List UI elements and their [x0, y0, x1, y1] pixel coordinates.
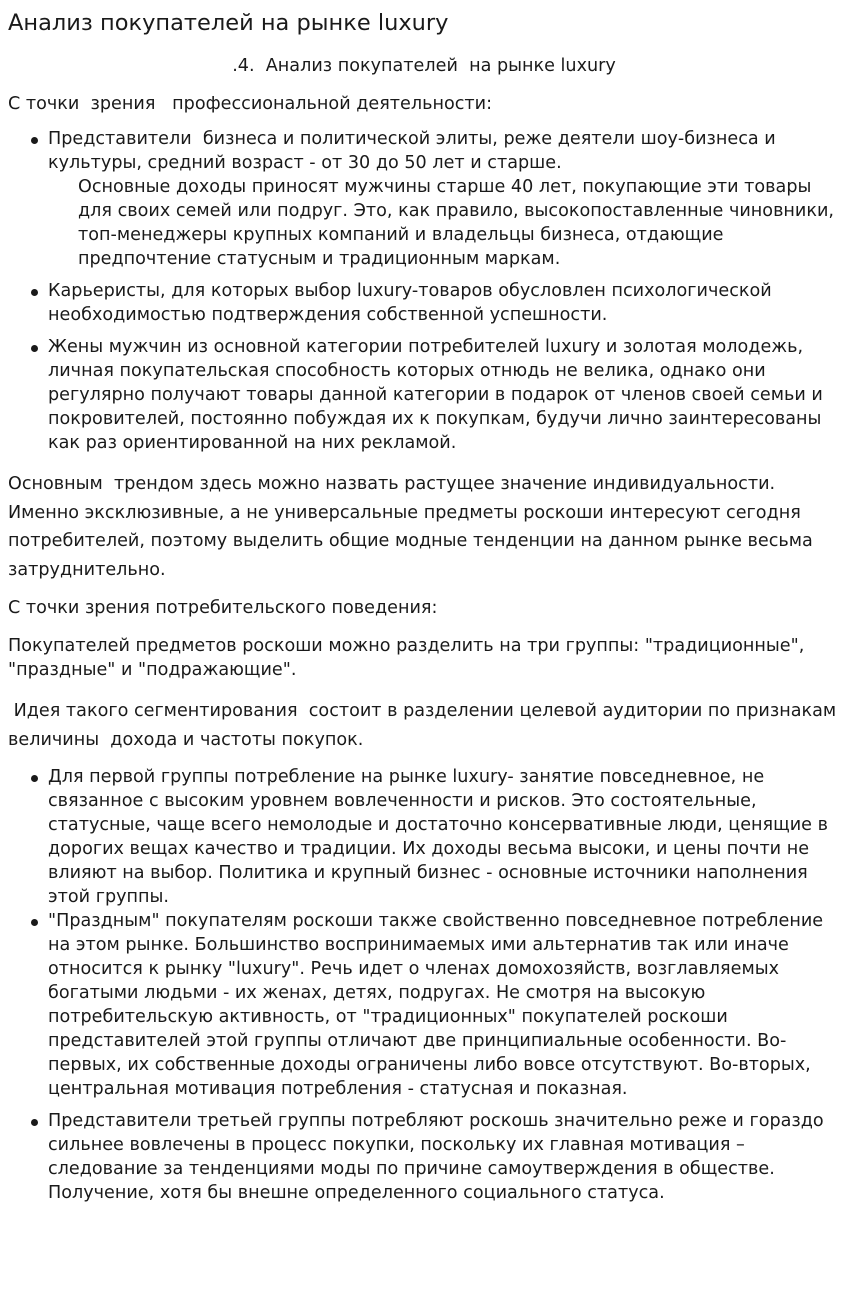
list-item: [48, 127, 840, 271]
intro-professional: С точки зрения профессиональной деятельности:: [8, 94, 493, 114]
page-title: Анализ покупателей на рынке luxury: [8, 10, 449, 36]
segmentation-paragraph: Идея такого сегментирования состоит в разделении целевой аудитории по признакам величины дохода и частоты покупок.: [8, 701, 842, 750]
trend-paragraph: Основным трендом здесь можно назвать растущее значение индивидуальности. Именно эксклюзивные, а не универсальные предметы роскоши интересуют сегодня потребителей, поэтому выделить общие модные тенденции на данном рынке весьма затруднительно.: [8, 474, 819, 580]
list-item-continuation: Основные доходы приносят мужчины старше 40 лет, покупающие эти товары для своих семей или подруг. Это, как правило, высокопоставленные чиновники, топ-менеджеры крупных компаний и владельцы бизнеса, отдающие предпочтение статусным и традиционным маркам.: [78, 177, 840, 269]
document-page: [8, 0, 840, 1205]
groups-paragraph: Покупателей предметов роскоши можно разделить на три группы: "традиционные", "праздные" и "подражающие".: [8, 636, 810, 680]
list-item: Для первой группы потребление на рынке luxury- занятие повседневное, не связанное с высоким уровнем вовлеченности и рисков. Это состоятельные, статусные, чаще всего немолодые и достаточно консервативные люди, ценящие в дорогих вещах качество и традиции. Их доходы весьма высоки, и цены почти не влияют на выбор. Политика и крупный бизнес - основные источники наполнения этой группы.: [48, 765, 840, 909]
consumer-groups-list: [8, 765, 840, 1205]
professional-list: [8, 127, 840, 455]
section-heading: .4. Анализ покупателей на рынке luxury: [232, 56, 616, 76]
list-item: Карьеристы, для которых выбор luxury-товаров обусловлен психологической необходимостью подтверждения собственной успешности.: [48, 279, 840, 327]
intro-consumer: С точки зрения потребительского поведения:: [8, 598, 438, 618]
list-item-text: Представители бизнеса и политической элиты, реже деятели шоу-бизнеса и культуры, средний возраст - от 30 до 50 лет и старше.: [48, 129, 782, 173]
list-item: Жены мужчин из основной категории потребителей luxury и золотая молодежь, личная покупательская способность которых отнюдь не велика, однако они регулярно получают товары данной категории в подарок от членов своей семьи и покровителей, постоянно побуждая их к покупкам, будучи лично заинтересованы как раз ориентированной на них рекламой.: [48, 335, 840, 455]
list-item: Представители третьей группы потребляют роскошь значительно реже и гораздо сильнее вовлечены в процесс покупки, поскольку их главная мотивация – следование за тенденциями моды по причине самоутверждения в обществе. Получение, хотя бы внешне определенного социального статуса.: [48, 1109, 840, 1205]
list-item: "Праздным" покупателям роскоши также свойственно повседневное потребление на этом рынке. Большинство воспринимаемых ими альтернатив так или иначе относится к рынку "luxury". Речь идет о членах домохозяйств, возглавляемых богатыми людьми - их женах, детях, подругах. Не смотря на высокую потребительскую активность, от "традиционных" покупателей роскоши представителей этой группы отличают две принципиальные особенности. Во-первых, их собственные доходы ограничены либо вовсе отсутствуют. Во-вторых, центральная мотивация потребления - статусная и показная.: [48, 909, 840, 1101]
